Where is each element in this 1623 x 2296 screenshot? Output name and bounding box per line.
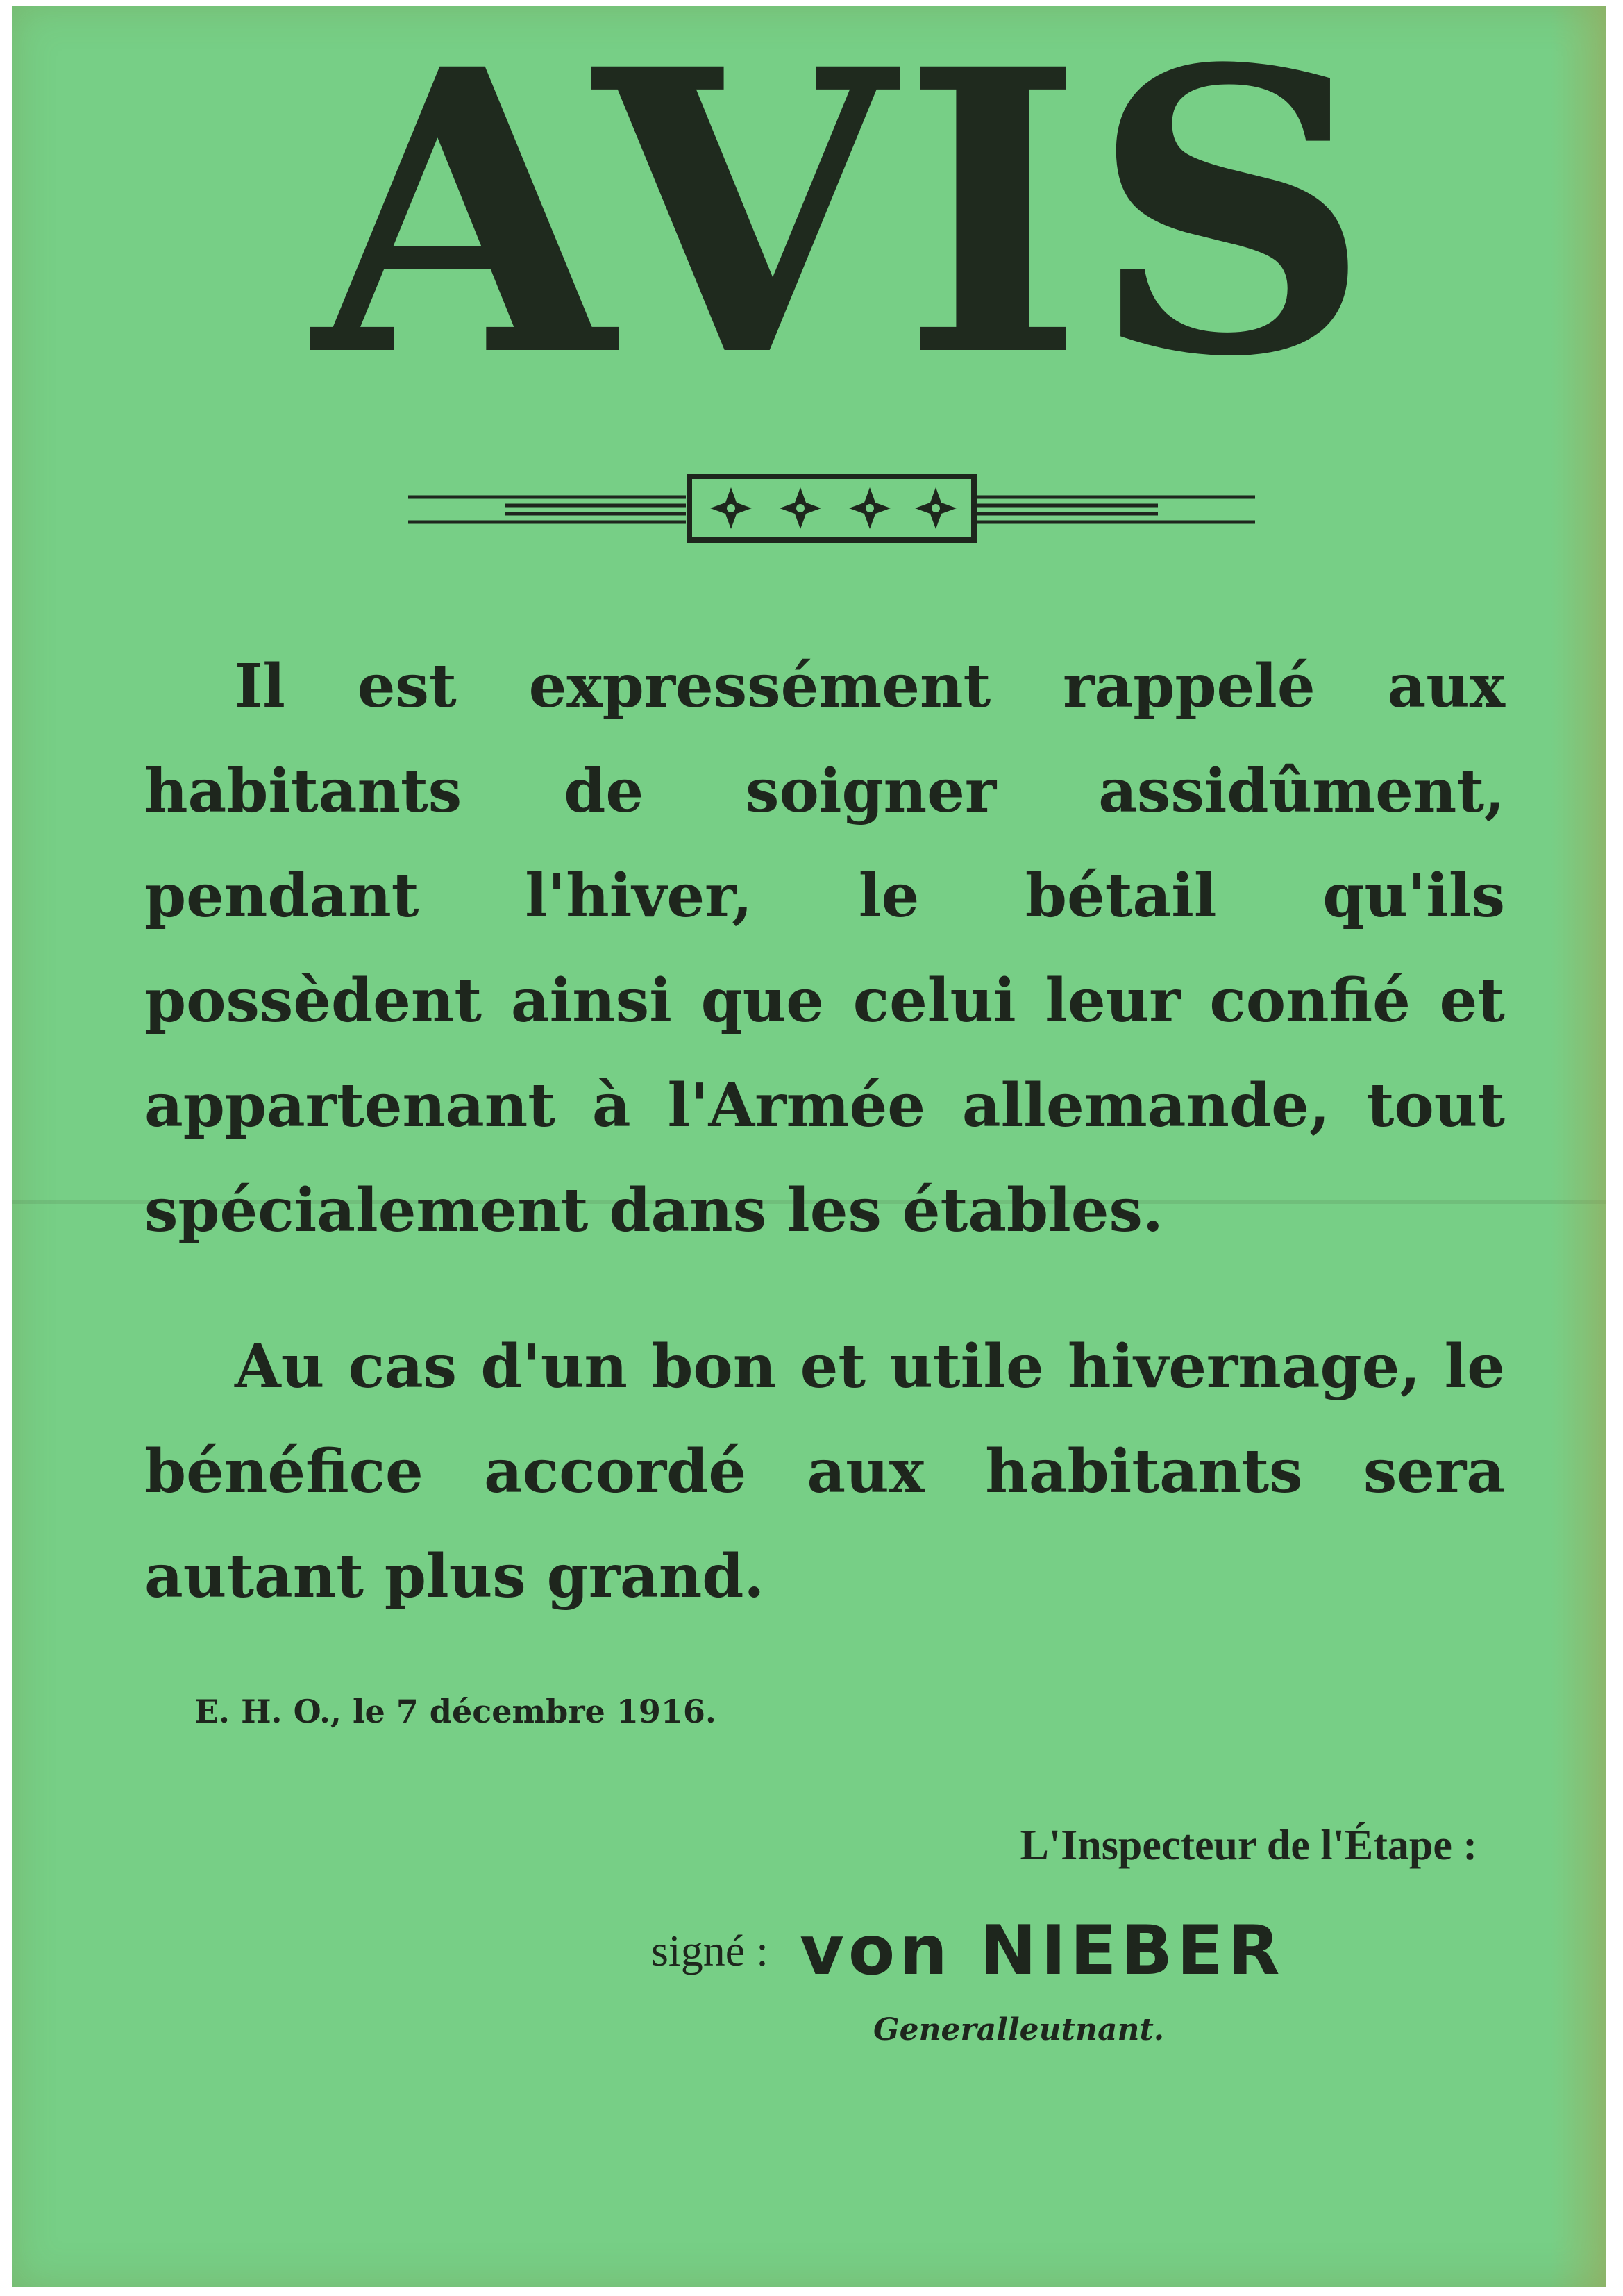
paper-aged-edge — [1551, 6, 1606, 2287]
notice-paragraph-1: Il est expressément rappelé aux habitants de soigner assidûment, pendant l'hiver, le bétail qu'ils possèdent ainsi que celui leur confié et appartenant à l'Armée allemande, tout spécialement dans les étables. — [144, 651, 1505, 1246]
signer-rank: Generalleutnant. — [873, 2012, 1165, 2047]
signer-name: von NIEBER — [799, 1911, 1284, 1991]
signed-label: signé : — [651, 1926, 768, 1975]
poster-sheet — [12, 0, 1606, 2287]
decorative-divider-ornament — [408, 469, 1255, 546]
dateline: E. H. O., le 7 décembre 1916. — [194, 1693, 716, 1730]
inspector-title: L'Inspecteur de l'Étape : — [1020, 1822, 1477, 1869]
poster-title: AVIS — [312, 0, 1379, 442]
notice-paragraph-2: Au cas d'un bon et utile hivernage, le bénéfice accordé aux habitants sera autant plus grand. — [144, 1332, 1505, 1611]
signature-line — [651, 1911, 1484, 1991]
